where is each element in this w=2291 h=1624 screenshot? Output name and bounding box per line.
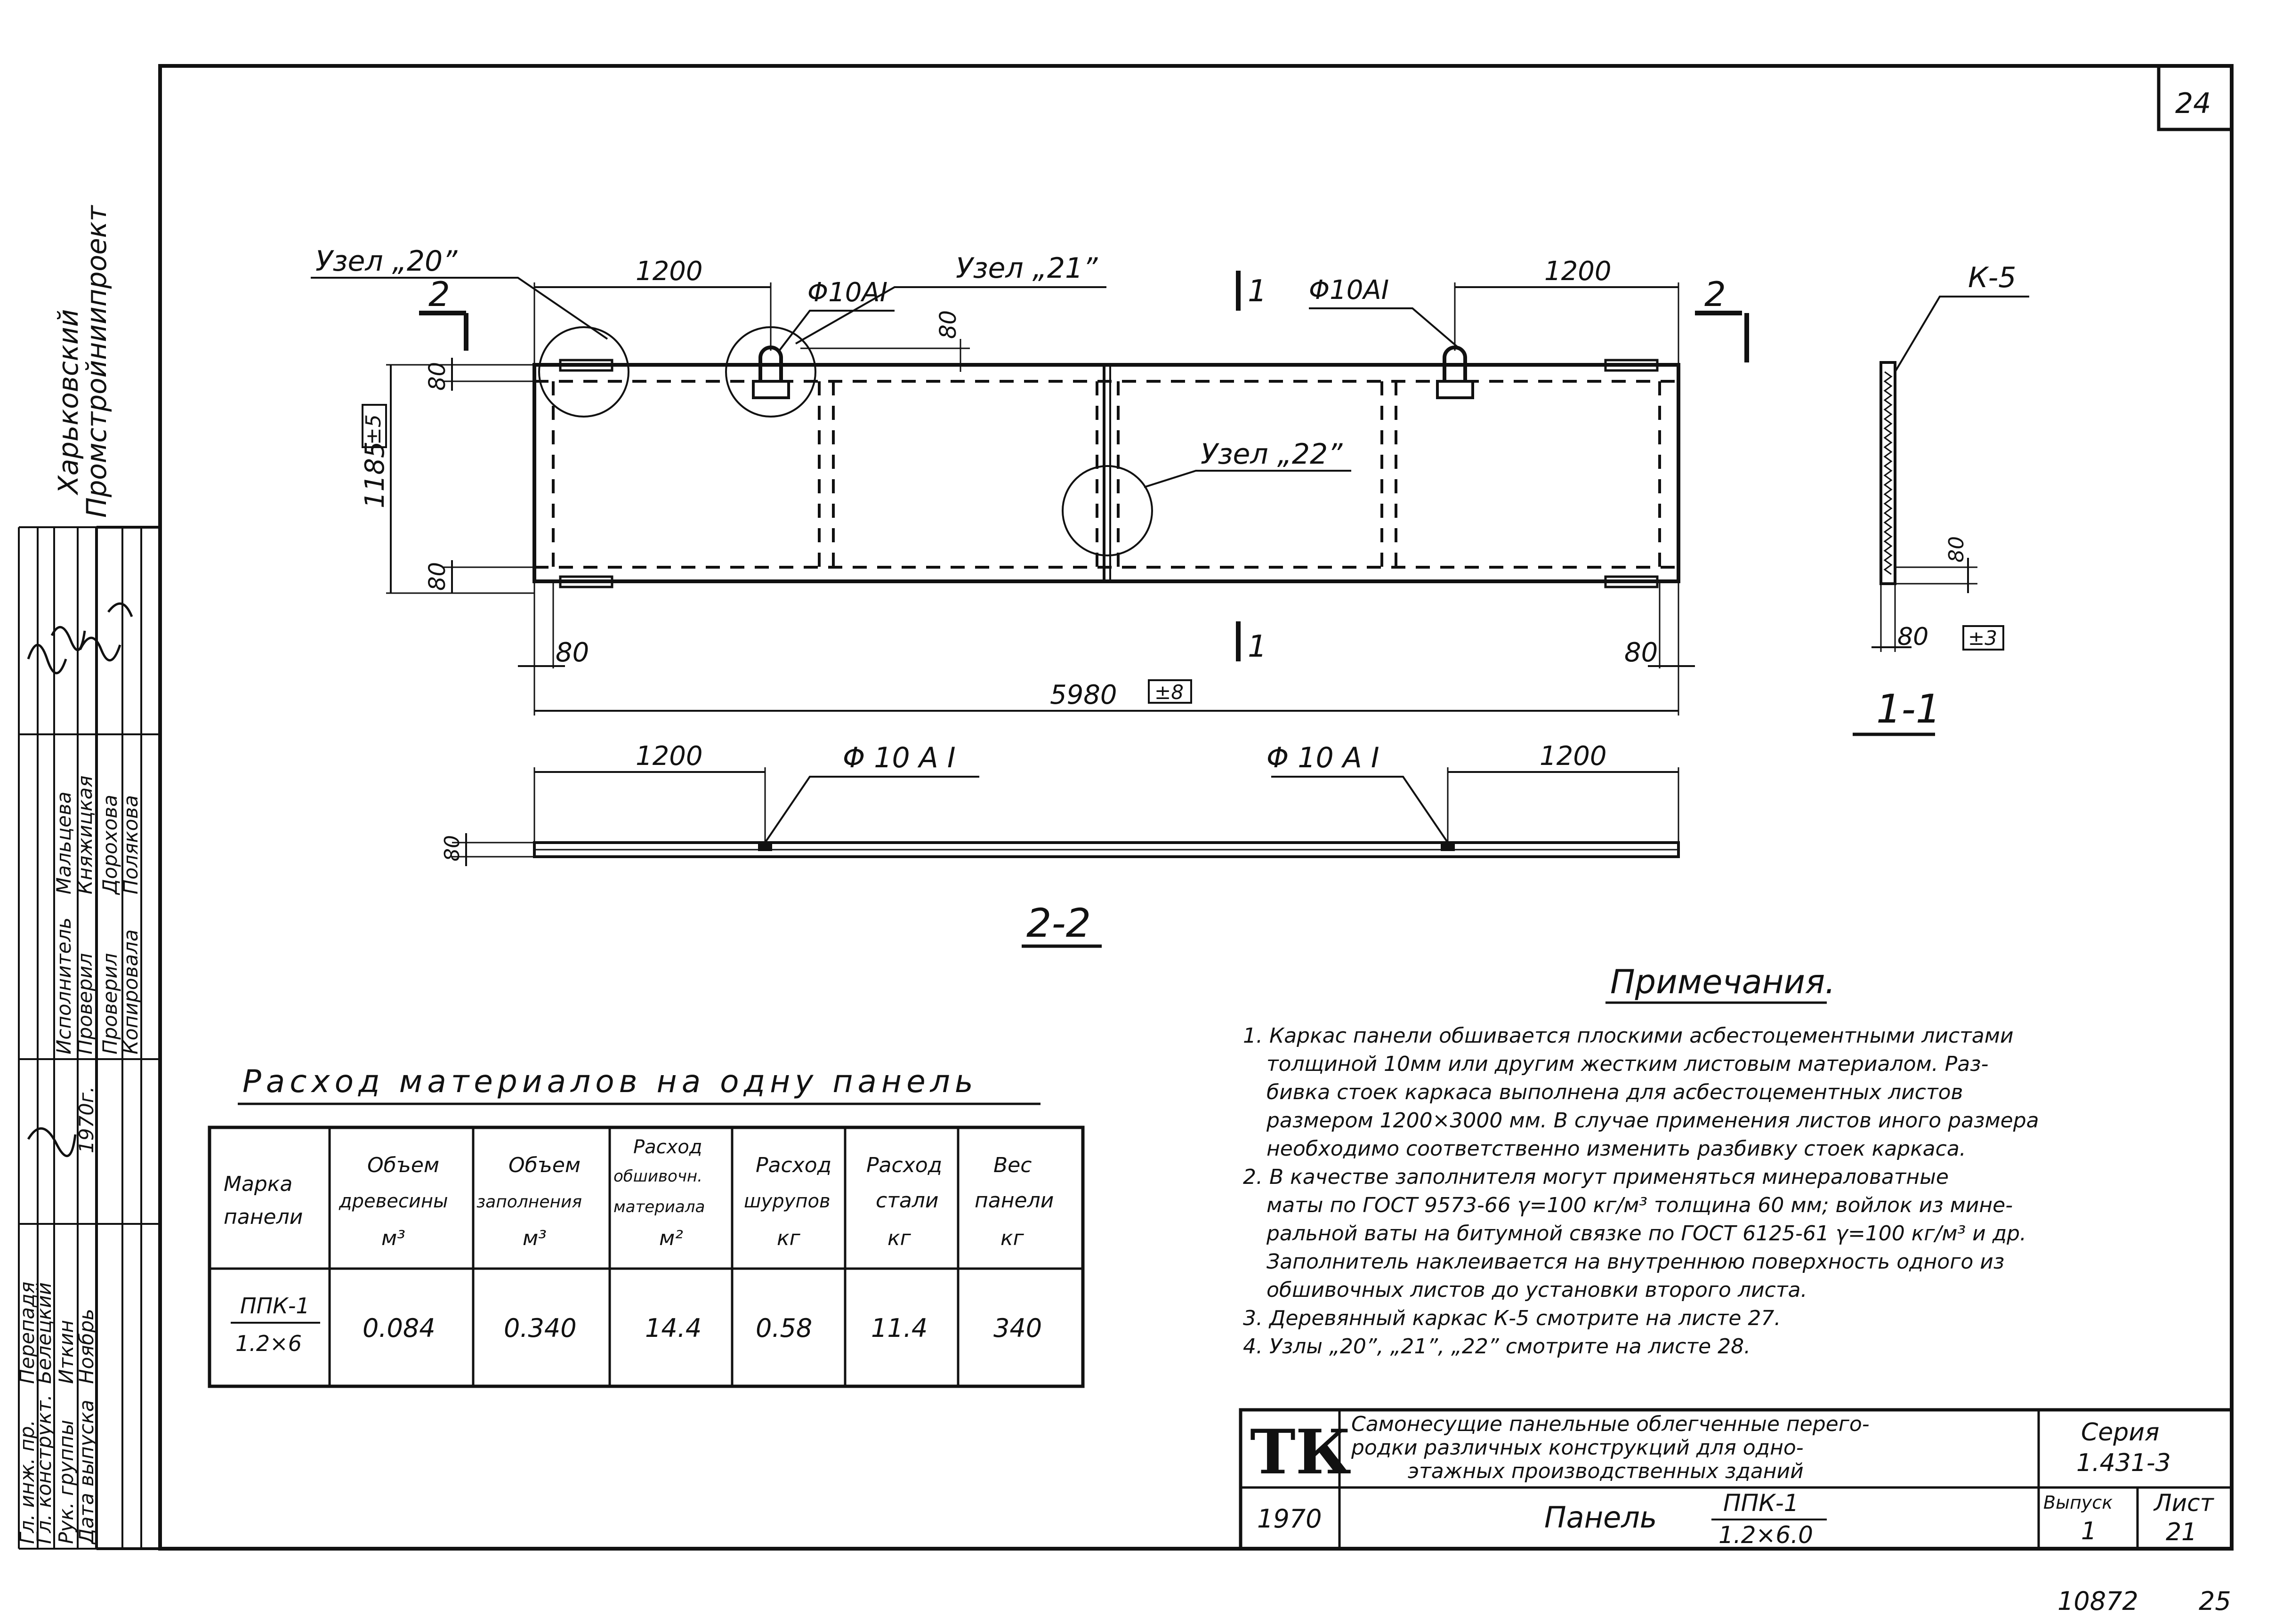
s11-title: 1-1 bbox=[1876, 686, 1941, 732]
th-sheath-3: материала bbox=[613, 1198, 705, 1216]
stamp2-name-2: Княжицкая bbox=[73, 775, 97, 894]
td-steel: 11.4 bbox=[871, 1313, 928, 1343]
note-line-3: бивка стоек каркаса выполнена для асбестоцементных листов bbox=[1267, 1080, 1963, 1104]
note-line-9: Заполнитель наклеивается на внутреннюю поверхность одного из bbox=[1267, 1250, 2005, 1274]
tb-title-2: родки различных конструкций для одно- bbox=[1351, 1436, 1804, 1460]
tb-panel-prefix: Панель bbox=[1544, 1500, 1657, 1535]
td-screw: 0.58 bbox=[756, 1313, 813, 1343]
tb-title-3: этажных производственных зданий bbox=[1408, 1459, 1804, 1483]
s22-title: 2-2 bbox=[1026, 900, 1091, 946]
cut1-bottom: 1 bbox=[1248, 629, 1267, 664]
table-title: Расход материалов на одну панель bbox=[242, 1063, 978, 1100]
note-line-4: размером 1200×3000 мм. В случае применения листов иного размера bbox=[1267, 1109, 2039, 1133]
dim-80-top-small: 80 bbox=[935, 310, 961, 339]
cut1-top: 1 bbox=[1248, 274, 1267, 309]
corner-number: 24 bbox=[2175, 87, 2211, 120]
node20-label: Узел „20” bbox=[315, 245, 458, 278]
dim-80-bottom-right: 80 bbox=[1624, 637, 1658, 668]
bottom-number-left: 10872 bbox=[2057, 1586, 2138, 1616]
stamp-name-3: Иткин bbox=[55, 1319, 78, 1384]
section-2-2 bbox=[440, 741, 1678, 946]
elevation-view bbox=[311, 245, 1747, 716]
td-mark-bottom: 1.2×6 bbox=[235, 1331, 302, 1356]
th-weight-3: кг bbox=[1000, 1226, 1024, 1250]
th-wood-1: Объем bbox=[367, 1153, 440, 1177]
th-steel-3: кг bbox=[887, 1226, 911, 1250]
node21-label: Узел „21” bbox=[956, 252, 1098, 285]
stamp-role-1: Гл. инж. пр. bbox=[16, 1420, 39, 1544]
stamp2-role-2: Проверил bbox=[73, 953, 97, 1054]
tb-sheet-value: 21 bbox=[2166, 1518, 2197, 1546]
notes-block bbox=[1243, 963, 2039, 1359]
td-weight: 340 bbox=[993, 1313, 1042, 1343]
tb-panel-top: ППК-1 bbox=[1723, 1489, 1799, 1517]
stamp2-role-4: Копировала bbox=[119, 929, 142, 1054]
tb-series-label: Серия bbox=[2081, 1418, 2160, 1447]
th-weight-1: Вес bbox=[993, 1153, 1032, 1177]
th-screw-2: шурупов bbox=[744, 1190, 831, 1212]
title-block bbox=[1241, 1410, 2232, 1549]
sheet-frame bbox=[160, 66, 2232, 1549]
th-fill-2: заполнения bbox=[476, 1192, 582, 1212]
s22-rebar-left: Φ 10 А I bbox=[843, 741, 956, 774]
tb-year: 1970 bbox=[1257, 1504, 1322, 1534]
note-line-7: маты по ГОСТ 9573-66 γ=100 кг/м³ толщина 60 мм; войлок из мине- bbox=[1267, 1193, 2013, 1217]
tol-8: ±8 bbox=[1154, 681, 1184, 704]
note-line-11: 3. Деревянный каркас К-5 смотрите на листе 27. bbox=[1243, 1306, 1781, 1330]
dim-5980: 5980 bbox=[1050, 680, 1117, 710]
tb-issue-label: Выпуск bbox=[2043, 1492, 2113, 1513]
org-line2: Промстройниипроект bbox=[81, 205, 113, 518]
node20-circle bbox=[539, 327, 629, 417]
dim-1185: 1185 bbox=[360, 441, 390, 508]
stamp-name-2: Белецкий bbox=[32, 1282, 56, 1384]
tb-logo: ТК bbox=[1250, 1416, 1351, 1488]
stamp2-name-3: Дорохова bbox=[98, 795, 121, 894]
th-sheath-2: обшивочн. bbox=[613, 1167, 702, 1186]
dim-80-left-top: 80 bbox=[424, 362, 451, 391]
stamp2-role-1: Исполнитель bbox=[52, 917, 75, 1054]
tb-title-1: Самонесущие панельные облегченные перего- bbox=[1351, 1412, 1870, 1436]
rebar-right-label: Φ10АI bbox=[1309, 275, 1389, 306]
note-line-2: толщиной 10мм или другим жестким листовым материалом. Раз- bbox=[1267, 1052, 1989, 1076]
th-mark-1: Марка bbox=[224, 1172, 293, 1196]
s11-tol-3: ±3 bbox=[1968, 627, 1997, 650]
stamp-name-4: Ноябрь bbox=[75, 1309, 98, 1384]
lifting-loop-right bbox=[1437, 347, 1473, 398]
lifting-loop-left bbox=[753, 347, 789, 398]
tb-issue-value: 1 bbox=[2081, 1517, 2097, 1545]
th-fill-1: Объем bbox=[508, 1153, 581, 1177]
stamp2-name-4: Полякова bbox=[119, 795, 142, 894]
dim-1200-top-right: 1200 bbox=[1544, 256, 1612, 287]
org-line1: Харьковский bbox=[52, 309, 84, 494]
tb-sheet-label: Лист bbox=[2154, 1489, 2214, 1517]
bottom-number-right: 25 bbox=[2199, 1586, 2231, 1616]
notes-title: Примечания. bbox=[1610, 963, 1836, 1001]
th-mark-2: панели bbox=[224, 1205, 303, 1229]
th-wood-2: древесины bbox=[339, 1190, 448, 1212]
stamp-role-3: Рук. группы bbox=[55, 1420, 78, 1544]
th-weight-2: панели bbox=[975, 1189, 1054, 1213]
dim-1200-top-left: 1200 bbox=[636, 256, 703, 287]
corner-number-box bbox=[2159, 66, 2232, 129]
note-line-12: 4. Узлы „20”, „21”, „22” смотрите на листе 28. bbox=[1243, 1335, 1751, 1359]
note-line-10: обшивочных листов до установки второго листа. bbox=[1267, 1278, 1807, 1302]
th-wood-3: м³ bbox=[381, 1226, 405, 1250]
td-sheath: 14.4 bbox=[645, 1313, 702, 1343]
stamp2-role-3: Проверил bbox=[98, 953, 121, 1054]
cut2-right: 2 bbox=[1704, 274, 1726, 314]
side-stamp bbox=[16, 204, 160, 1549]
td-wood: 0.084 bbox=[363, 1313, 436, 1343]
note-line-1: 1. Каркас панели обшивается плоскими асбестоцементными листами bbox=[1243, 1024, 2014, 1048]
stamp-role-4: Дата выпуска bbox=[75, 1399, 98, 1544]
panel-outline bbox=[534, 365, 1678, 581]
td-mark-top: ППК-1 bbox=[240, 1293, 310, 1318]
td-fill: 0.340 bbox=[504, 1313, 577, 1343]
tb-series-value: 1.431-3 bbox=[2076, 1449, 2171, 1477]
th-screw-1: Расход bbox=[756, 1153, 832, 1177]
th-steel-2: стали bbox=[876, 1189, 939, 1213]
s22-dim-1200-left: 1200 bbox=[636, 741, 703, 772]
section-1-1 bbox=[1853, 261, 2029, 734]
tol-5: ±5 bbox=[362, 414, 386, 445]
cut2-left: 2 bbox=[428, 274, 450, 314]
node22-circle bbox=[1063, 466, 1152, 555]
s22-dim-1200-right: 1200 bbox=[1540, 741, 1607, 772]
tb-panel-bottom: 1.2×6.0 bbox=[1718, 1521, 1813, 1549]
stamp2-name-1: Мальцева bbox=[52, 791, 75, 894]
rebar-left-label: Φ10АI bbox=[807, 277, 888, 308]
stamp-role-2: Гл. конструкт. bbox=[32, 1394, 56, 1544]
note-line-5: необходимо соответственно изменить разбивку стоек каркаса. bbox=[1267, 1137, 1966, 1161]
note-line-6: 2. В качестве заполнителя могут применяться минераловатные bbox=[1243, 1165, 1949, 1189]
materials-table bbox=[210, 1063, 1083, 1386]
stamp-year: 1970г. bbox=[75, 1086, 98, 1153]
s22-dim-80: 80 bbox=[440, 835, 464, 861]
s11-dim-80-v: 80 bbox=[1944, 536, 1968, 563]
th-sheath-4: м² bbox=[659, 1226, 683, 1250]
s11-k5-label: К-5 bbox=[1968, 261, 2017, 294]
s22-rebar-right: Φ 10 А I bbox=[1267, 741, 1379, 774]
th-fill-3: м³ bbox=[523, 1226, 547, 1250]
th-screw-3: кг bbox=[777, 1226, 800, 1250]
note-line-8: ральной ваты на битумной связке по ГОСТ 6125-61 γ=100 кг/м³ и др. bbox=[1267, 1222, 2027, 1246]
dim-80-left-bottom: 80 bbox=[424, 562, 451, 591]
node22-label: Узел „22” bbox=[1201, 438, 1343, 471]
s11-dim-80-h: 80 bbox=[1897, 623, 1929, 651]
th-sheath-1: Расход bbox=[633, 1136, 702, 1158]
dim-80-bottom-left: 80 bbox=[556, 637, 589, 668]
th-steel-1: Расход bbox=[866, 1153, 943, 1177]
stamp-name-1: Перепадя bbox=[16, 1281, 39, 1384]
